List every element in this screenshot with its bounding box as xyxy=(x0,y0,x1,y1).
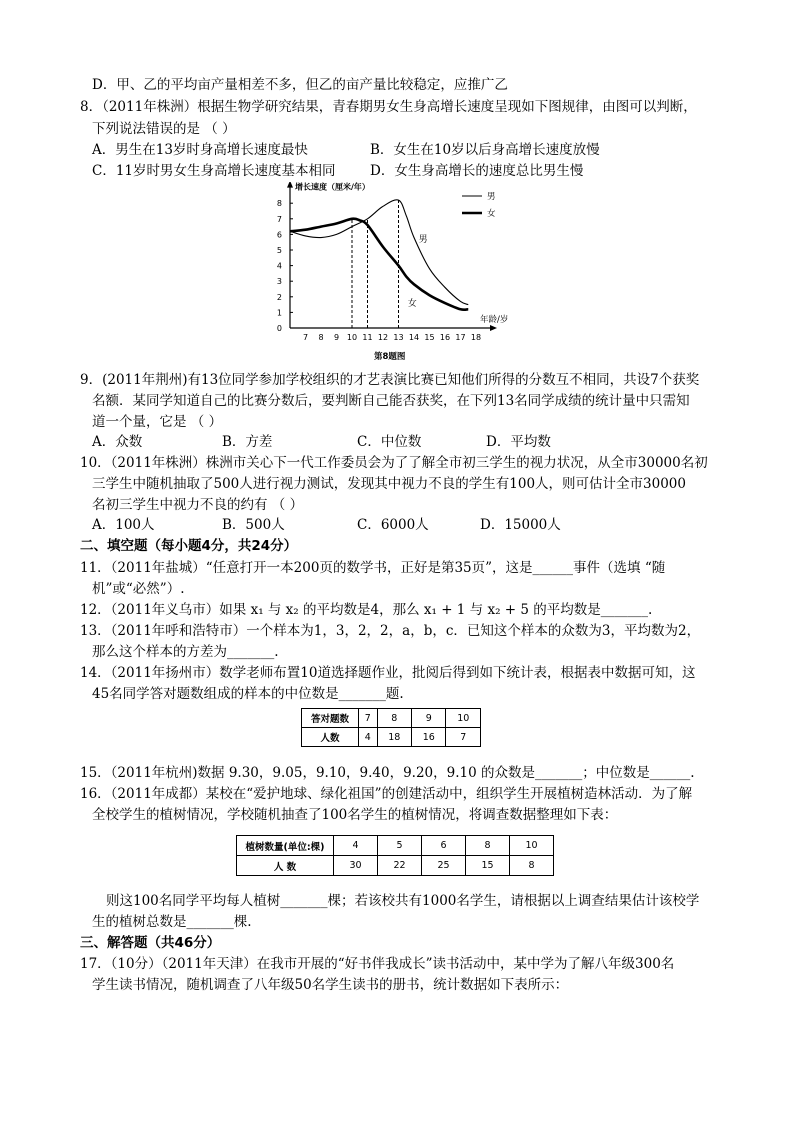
q9-option-b: B．方差 xyxy=(222,434,273,450)
table-cell: 10 xyxy=(446,709,481,728)
y-tick-label: 0 xyxy=(276,324,282,333)
q8-option-d: D．女生身高增长的速度总比男生慢 xyxy=(370,163,584,179)
table-row xyxy=(302,709,481,728)
q10-option-b: B．500人 xyxy=(222,517,285,533)
q10-option-a: A．100人 xyxy=(92,517,155,533)
x-tick-label: 13 xyxy=(393,333,404,342)
x-tick-label: 14 xyxy=(408,333,420,342)
q8-option-b: B．女生在10岁以后身高增长速度放慢 xyxy=(370,142,600,158)
q9-option-d: D．平均数 xyxy=(486,434,551,450)
table-row xyxy=(302,728,481,747)
table-cell: 30 xyxy=(334,856,378,876)
series-line-boys xyxy=(290,200,468,305)
q9-option-a: A．众数 xyxy=(92,434,143,450)
legend-label-boys: 男 xyxy=(487,192,496,202)
table-row xyxy=(237,836,554,856)
table-header-cell: 人数 xyxy=(302,728,359,747)
y-tick-label: 3 xyxy=(276,277,282,287)
table-cell: 18 xyxy=(377,728,411,747)
q16-line-2: 全校学生的植树情况，学校随机抽查了100名学生的植树情况，将调查数据整理如下表： xyxy=(92,807,618,823)
q16-line-3: 则这100名同学平均每人植树_______棵；若该校共有1000名学生，请根据以上调查结果估计该校学 xyxy=(106,893,700,909)
y-tick-label: 4 xyxy=(276,261,282,271)
x-tick-label: 17 xyxy=(455,333,466,342)
table-header-cell: 植树数量(单位:棵) xyxy=(237,836,334,856)
q13-line-1: 13．（2011年呼和浩特市）一个样本为1，3，2，2，a，b，c．已知这个样本的众数为3，平均数为2， xyxy=(80,623,701,639)
curve-label-girls: 女 xyxy=(407,299,417,310)
table-cell: 7 xyxy=(446,728,481,747)
table-cell: 25 xyxy=(422,856,466,876)
q9-stem-line-3: 道一个量，它是 （ ） xyxy=(92,414,223,430)
curve-label-boys: 男 xyxy=(418,235,428,246)
q10-stem-line-3: 名初三学生中视力不良的约有 （ ） xyxy=(92,497,304,513)
q17-line-2: 学生读书情况，随机调查了八年级50名学生读书的册书，统计数据如下表所示： xyxy=(92,977,569,993)
table-cell: 8 xyxy=(377,709,411,728)
q7-option-d: D．甲、乙的平均亩产量相差不多，但乙的亩产量比较稳定，应推广乙 xyxy=(92,77,508,93)
q16-table xyxy=(236,835,554,876)
q16-line-1: 16．（2011年成都）某校在“爱护地球、绿化祖国”的创建活动中，组织学生开展植树造林活动．为了解 xyxy=(80,786,693,802)
table-cell: 16 xyxy=(412,728,446,747)
x-axis-arrow xyxy=(490,325,497,331)
q10-option-d: D．15000人 xyxy=(480,517,561,533)
x-tick-label: 11 xyxy=(362,333,373,342)
x-axis-title: 年龄/岁 xyxy=(480,315,509,325)
q8-stem-line-2: 下列说法错误的是 （ ） xyxy=(92,121,236,137)
table-cell: 8 xyxy=(466,836,510,856)
x-tick-label: 9 xyxy=(333,333,340,342)
table-cell: 15 xyxy=(466,856,510,876)
y-tick-label: 6 xyxy=(276,230,282,240)
y-tick-label: 1 xyxy=(276,308,282,318)
table-cell: 8 xyxy=(510,856,554,876)
figure-caption: 第8题图 xyxy=(374,352,406,362)
q17-line-1: 17．（10分）（2011年天津）在我市开展的“好书伴我成长”读书活动中，某中学为了解八年级300名 xyxy=(80,956,675,972)
table-cell: 10 xyxy=(510,836,554,856)
table-header-cell: 人 数 xyxy=(237,856,334,876)
section-2-title: 二、填空题（每小题4分，共24分） xyxy=(80,538,298,554)
chart-series xyxy=(290,200,468,310)
q14-line-1: 14．（2011年扬州市）数学老师布置10道选择题作业，批阅后得到如下统计表，根据表中数据可知，这 xyxy=(80,665,696,681)
y-axis-arrow xyxy=(287,182,293,188)
q8-option-a: A．男生在13岁时身高增长速度最快 xyxy=(92,142,308,158)
section-3-title: 三、解答题（共46分） xyxy=(80,935,221,951)
x-tick-label: 12 xyxy=(377,333,389,342)
table-cell: 4 xyxy=(359,728,378,747)
q16-line-4: 生的植树总数是_______棵. xyxy=(92,914,252,930)
q11-line-1: 11．（2011年盐城）“任意打开一本200页的数学书，正好是第35页”，这是______事件（选填 “随 xyxy=(80,560,666,576)
q10-stem-line-2: 三学生中随机抽取了500人进行视力测试，发现其中视力不良的学生有100人，则可估计全市30000 xyxy=(92,476,686,492)
table-cell: 7 xyxy=(359,709,378,728)
x-tick-label: 10 xyxy=(346,333,358,342)
x-tick-label: 8 xyxy=(318,333,324,342)
q12: 12．（2011年义乌市）如果 x₁ 与 x₂ 的平均数是4，那么 x₁ + 1 与 x₂ + 5 的平均数是_______. xyxy=(80,602,653,618)
q8-option-c: C．11岁时男女生身高增长速度基本相同 xyxy=(92,163,336,179)
legend-label-girls: 女 xyxy=(487,209,496,219)
q10-stem-line-1: 10．（2011年株洲）株洲市关心下一代工作委员会为了了解全市初三学生的视力状况，从全市30000名初 xyxy=(80,455,708,471)
q13-line-2: 那么这个样本的方差为_______. xyxy=(92,644,279,660)
x-tick-label: 7 xyxy=(302,333,309,342)
q15: 15．（2011年杭州)数据 9.30，9.05，9.10，9.40，9.20，9.10 的众数是_______；中位数是______. xyxy=(80,765,695,781)
table-cell: 4 xyxy=(334,836,378,856)
q10-option-c: C．6000人 xyxy=(357,517,429,533)
q11-line-2: 机”或“必然”）. xyxy=(92,581,185,597)
y-tick-label: 5 xyxy=(276,246,282,255)
growth-rate-chart xyxy=(262,182,532,344)
chart-labels xyxy=(277,182,508,342)
q14-line-2: 45名同学答对题数组成的样本的中位数是_______题. xyxy=(92,686,404,702)
y-tick-label: 8 xyxy=(276,199,282,209)
q9-stem-line-2: 名额．某同学知道自己的比赛分数后，要判断自己能否获奖，在下列13名同学成绩的统计量中只需知 xyxy=(92,393,690,409)
y-tick-label: 7 xyxy=(276,214,282,224)
q9-option-c: C．中位数 xyxy=(357,434,422,450)
table-row xyxy=(237,856,554,876)
x-tick-label: 15 xyxy=(424,333,435,342)
table-cell: 5 xyxy=(378,836,422,856)
x-tick-label: 18 xyxy=(470,333,482,342)
series-line-girls xyxy=(290,219,468,310)
table-cell: 22 xyxy=(378,856,422,876)
table-cell: 6 xyxy=(422,836,466,856)
table-header-cell: 答对题数 xyxy=(302,709,359,728)
q14-table xyxy=(301,708,481,747)
y-tick-label: 2 xyxy=(276,292,282,302)
q9-stem-line-1: 9．(2011年荆州)有13位同学参加学校组织的才艺表演比赛已知他们所得的分数互不相同，共设7个获奖 xyxy=(80,372,700,388)
y-axis-title: 增长速度（厘米/年） xyxy=(295,182,370,192)
x-tick-label: 16 xyxy=(439,333,451,342)
table-cell: 9 xyxy=(412,709,446,728)
q8-stem-line-1: 8．（2011年株洲）根据生物学研究结果，青春期男女生身高增长速度呈现如下图规律，由图可以判断， xyxy=(80,99,697,115)
